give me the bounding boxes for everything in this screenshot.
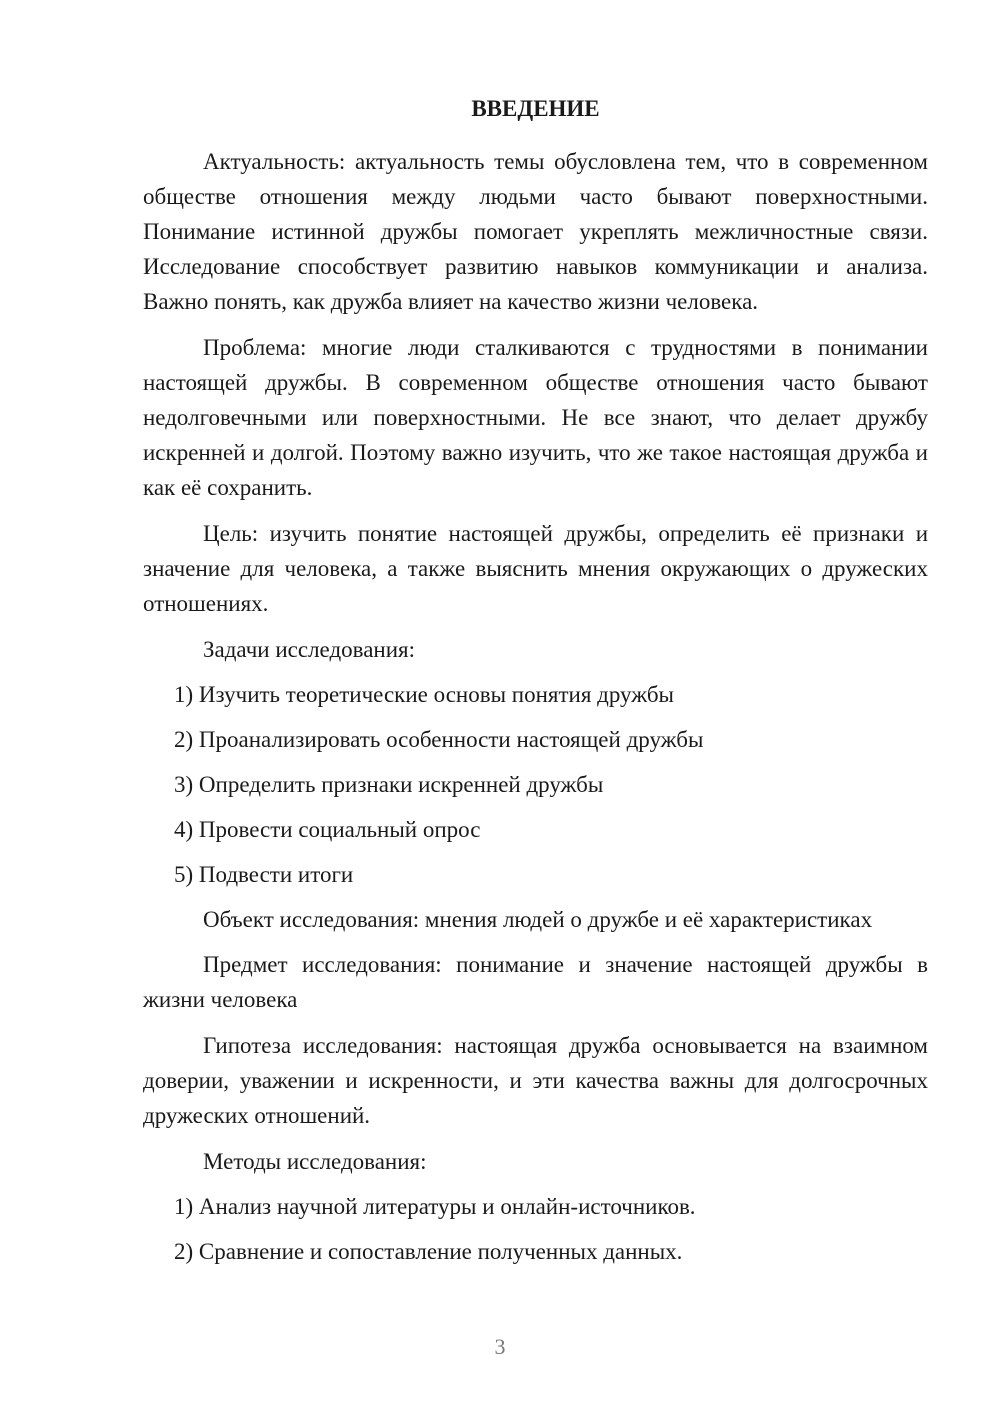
subject-paragraph: Предмет исследования: понимание и значение настоящей дружбы в жизни человека	[143, 952, 928, 1012]
page-number: 3	[494, 1334, 506, 1359]
page-title: ВВЕДЕНИЕ	[471, 96, 600, 121]
list-item: 3) Определить признаки искренней дружбы	[174, 772, 604, 797]
tasks-list	[143, 677, 928, 892]
object-paragraph: Объект исследования: мнения людей о дружбе и её характеристиках	[203, 907, 873, 932]
list-item: 5) Подвести итоги	[174, 862, 354, 887]
goal-paragraph: Цель: изучить понятие настоящей дружбы, определить её признаки и значение для человека, а также выяснить мнения окружающих о дружеских отношениях.	[143, 521, 928, 616]
methods-list	[143, 1189, 928, 1269]
list-item: 1) Анализ научной литературы и онлайн-источников.	[174, 1194, 696, 1219]
list-item: 4) Провести социальный опрос	[174, 817, 481, 842]
hypothesis-paragraph: Гипотеза исследования: настоящая дружба основывается на взаимном доверии, уважении и искренности, и эти качества важны для долгосрочных дружеских отношений.	[143, 1033, 928, 1128]
list-item: 1) Изучить теоретические основы понятия дружбы	[174, 682, 674, 707]
list-item: 2) Сравнение и сопоставление полученных данных.	[174, 1239, 683, 1264]
page-content	[143, 92, 928, 1279]
problem-paragraph: Проблема: многие люди сталкиваются с трудностями в понимании настоящей дружбы. В современном обществе отношения часто бывают недолговечными или поверхностными. Не все знают, что делает дружбу искренней и долгой. Поэтому важно изучить, что же такое настоящая дружба и как её сохранить.	[143, 335, 928, 500]
relevance-paragraph: Актуальность: актуальность темы обусловлена тем, что в современном обществе отношения между людьми часто бывают поверхностными. Понимание истинной дружбы помогает укреплять межличностные связи. Исследование способствует развитию навыков коммуникации и анализа. Важно понять, как дружба влияет на качество жизни человека.	[143, 149, 928, 314]
list-item: 2) Проанализировать особенности настоящей дружбы	[174, 727, 704, 752]
methods-heading: Методы исследования:	[203, 1149, 427, 1174]
tasks-heading: Задачи исследования:	[203, 637, 416, 662]
